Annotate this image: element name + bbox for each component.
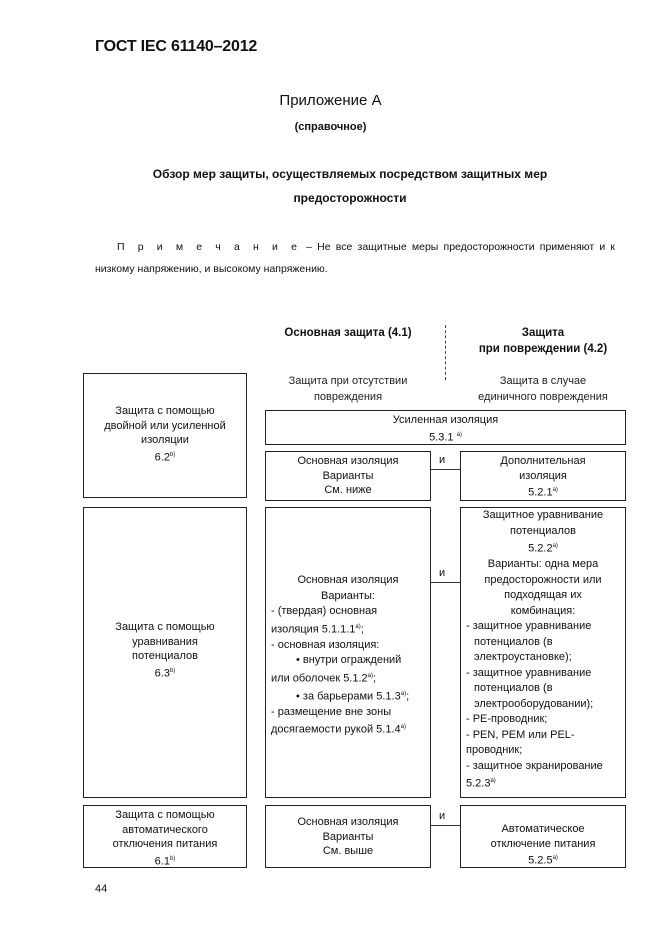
- row2-fault-variants: подходящая их: [504, 589, 582, 602]
- row2-basic-item: • за барьерами 5.1.3$^{a)}$;: [296, 690, 410, 703]
- row2-fault-variants: комбинация:: [510, 604, 576, 617]
- row2-basic-item: - размещение вне зоны: [271, 705, 392, 718]
- row3-basic-line: Варианты: [322, 830, 374, 843]
- column-basic-sub-line1: Защита при отсутствии: [288, 375, 408, 387]
- appendix-heading: Обзор мер защиты, осуществляемых посредством защитных мер предосторожности: [152, 167, 548, 205]
- row1-connector-label: и: [439, 454, 446, 466]
- column-fault-header: [460, 325, 626, 357]
- row3-fault-line: Автоматическое: [501, 823, 585, 835]
- row3-basic-line: См. выше: [322, 845, 374, 857]
- note-text: – Не все защитные меры предосторожности применяют и к низкому напряжению, и высокому напряжению.: [95, 241, 615, 275]
- row2-fault-ref: 5.2.2$^{a)}$: [528, 542, 558, 555]
- column-basic-sub: [265, 373, 431, 405]
- row2-fault-head: Защитное уравнивание: [482, 509, 604, 521]
- row2-basic-item: или оболочек 5.1.2$^{a)}$;: [271, 672, 377, 685]
- column-fault-sub-line1: Защита в случае: [499, 375, 587, 387]
- row3-label-line: отключения питания: [112, 838, 218, 850]
- row2-fault-variants: Варианты: одна мера: [487, 558, 599, 571]
- row2-fault-box: [460, 507, 626, 798]
- document-code: ГОСТ IEC 61140–2012: [95, 38, 258, 55]
- row3-fault-box: [460, 805, 626, 868]
- row1-connector-line: [431, 469, 460, 470]
- row2-fault-item: - PEN, PEM или PEL-: [466, 728, 575, 741]
- row2-fault-head: потенциалов: [509, 524, 576, 537]
- column-fault-sub-line2: единичного повреждения: [478, 391, 608, 403]
- row1-fault-ref: 5.2.1$^{a)}$: [528, 486, 558, 499]
- row1-fault-line: изоляция: [519, 469, 567, 482]
- row2-fault-item: - PE-проводник;: [466, 713, 548, 726]
- row1-basic-line: См. ниже: [324, 484, 372, 496]
- row2-basic-item: • внутри ограждений: [296, 654, 402, 667]
- row2-basic-item: - (твердая) основная: [271, 605, 378, 617]
- row1-label-line: двойной или усиленной: [104, 419, 226, 432]
- row3-connector-label: и: [439, 810, 446, 822]
- row2-basic-item: - основная изоляция:: [271, 638, 380, 651]
- row2-basic-box: [265, 507, 431, 798]
- row2-fault-item: проводник;: [466, 744, 523, 757]
- reinforced-insulation-box: [265, 410, 626, 445]
- column-basic-sub-line2: повреждения: [313, 391, 383, 403]
- reinforced-insulation-label: Усиленная изоляция: [392, 414, 499, 426]
- row1-fault-box: [460, 451, 626, 501]
- row3-basic-box: [265, 805, 431, 868]
- row1-basic-line: Основная изоляция: [297, 455, 399, 467]
- row3-ref: 6.1$^{b)}$: [154, 855, 176, 868]
- row2-fault-item: электрооборудовании);: [474, 697, 594, 710]
- row2-basic-item: досягаемости рукой 5.1.4$^{a)}$: [271, 724, 406, 737]
- row3-basic-line: Основная изоляция: [297, 816, 399, 828]
- row2-fault-item: - защитное уравнивание: [466, 666, 592, 679]
- row3-connector-line: [431, 825, 460, 826]
- row2-fault-item: - защитное экранирование: [466, 759, 603, 772]
- page-number: 44: [95, 883, 108, 895]
- row2-fault-item: потенциалов (в: [474, 682, 553, 695]
- row1-label-line: Защита с помощью: [115, 405, 215, 417]
- row1-fault-line: Дополнительная: [500, 455, 586, 467]
- row3-label-line: Защита с помощью: [115, 809, 215, 821]
- appendix-title: Приложение А: [279, 92, 382, 109]
- row2-basic-item: изоляция 5.1.1.1$^{a)}$;: [271, 623, 364, 636]
- row2-label-line: потенциалов: [131, 650, 198, 662]
- row3-label-box: [83, 805, 247, 868]
- column-fault-header-line2: при повреждении (4.2): [478, 343, 608, 355]
- row3-fault-line: отключение питания: [490, 837, 596, 850]
- column-fault-sub: [460, 373, 626, 405]
- row1-label-box: [83, 373, 247, 498]
- row2-label-line: Защита с помощью: [115, 621, 215, 633]
- row2-ref: 6.3$^{b)}$: [154, 667, 176, 680]
- row2-fault-item: 5.2.3$^{a)}$: [466, 777, 496, 790]
- column-divider: [445, 325, 446, 380]
- row2-fault-item: - защитное уравнивание: [466, 620, 592, 633]
- row3-fault-ref: 5.2.5$^{a)}$: [528, 854, 558, 867]
- row1-basic-line: Варианты: [322, 469, 374, 482]
- row2-connector-label: и: [439, 567, 446, 579]
- reinforced-insulation-ref: 5.3.1 $^{a)}$: [429, 431, 462, 444]
- row2-fault-item: потенциалов (в: [474, 635, 553, 648]
- appendix-kind: (справочное): [294, 121, 367, 133]
- row1-basic-box: [265, 451, 431, 501]
- row2-fault-item: электроустановке);: [474, 651, 572, 664]
- row2-basic-head: Варианты:: [321, 589, 375, 602]
- row2-basic-head: Основная изоляция: [297, 574, 399, 586]
- row2-fault-variants: предосторожности или: [484, 573, 602, 586]
- row3-label-line: автоматического: [122, 823, 208, 836]
- row2-label-line: уравнивания: [132, 635, 198, 648]
- row1-ref: 6.2$^{b)}$: [154, 451, 176, 464]
- note-paragraph: [95, 236, 615, 280]
- column-fault-header-line1: Защита: [521, 327, 565, 339]
- column-basic-header: Основная защита (4.1): [284, 327, 412, 339]
- note-label: П р и м е ч а н и е: [117, 241, 301, 253]
- row2-label-box: [83, 507, 247, 798]
- row1-label-line: изоляции: [141, 434, 189, 446]
- row2-connector-line: [431, 582, 460, 583]
